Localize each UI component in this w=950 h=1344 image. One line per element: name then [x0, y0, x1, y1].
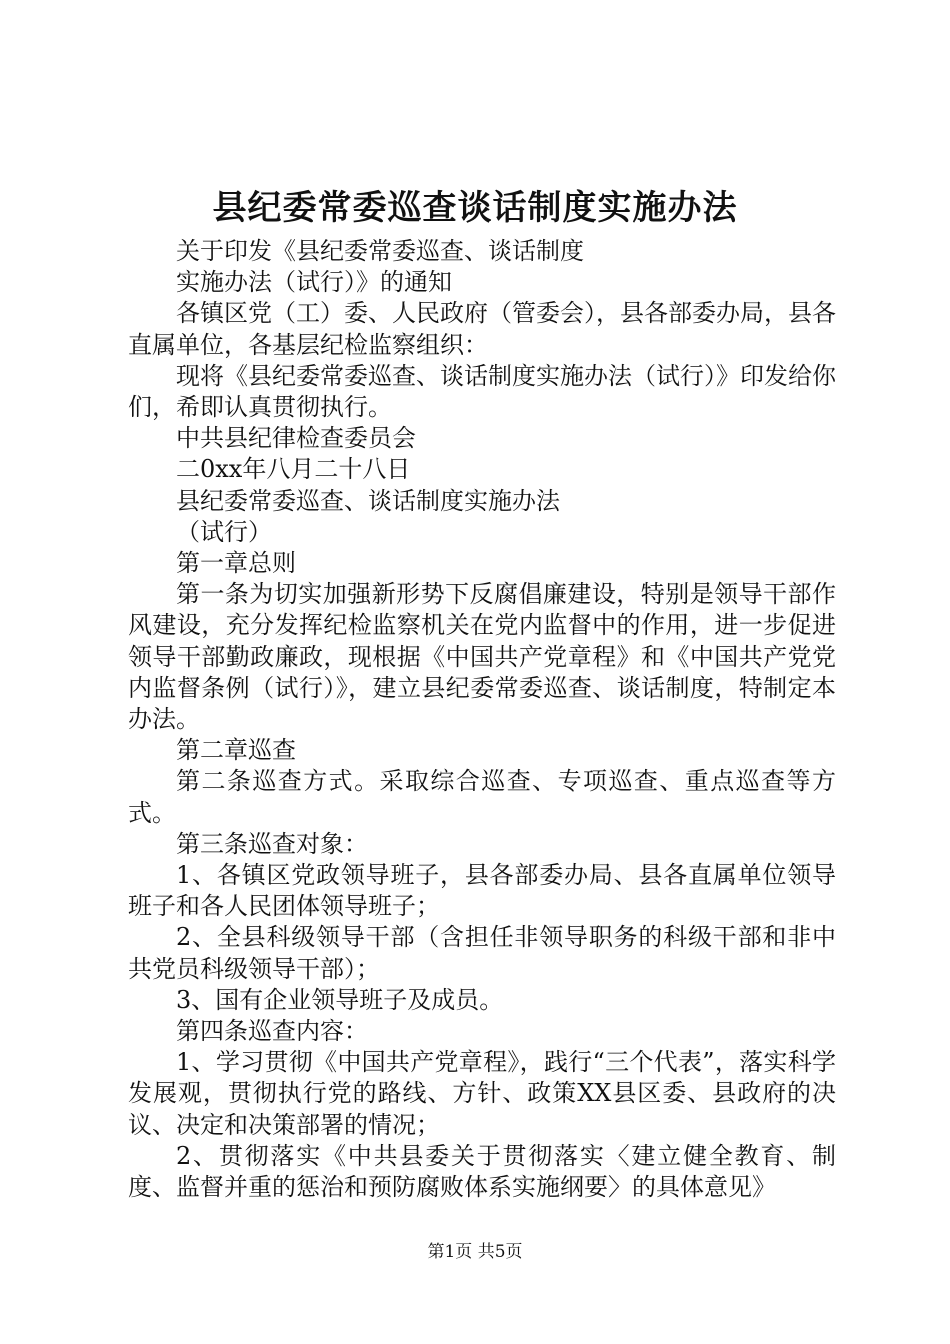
paragraph: 3、国有企业领导班子及成员。 [176, 985, 504, 1014]
paragraph: 第三条巡查对象： [176, 829, 368, 858]
paragraph: 1、学习贯彻《中国共产党章程》，践行“三个代表”，落实科学发展观，贯彻执行党的路线、方针、政策XX县区委、县政府的决议、决定和决策部署的情况； [128, 1048, 836, 1139]
paragraph: 1、各镇区党政领导班子，县各部委办局、县各直属单位领导班子和各人民团体领导班子； [128, 861, 836, 921]
paragraph: 第一章总则 [176, 549, 296, 578]
paragraph: （试行） [176, 517, 272, 546]
paragraph: 第二条巡查方式。采取综合巡查、专项巡查、重点巡查等方式。 [128, 767, 836, 827]
document-title: 县纪委常委巡查谈话制度实施办法 [212, 188, 738, 228]
paragraph: 关于印发《县纪委常委巡查、谈话制度 [176, 237, 584, 265]
paragraph: 现将《县纪委常委巡查、谈话制度实施办法（试行）》印发给你们，希即认真贯彻执行。 [128, 361, 836, 422]
paragraph: 2、贯彻落实《中共县委关于贯彻落实〈建立健全教育、制度、监督并重的惩治和预防腐败体系实施纲要〉的具体意见》 [128, 1141, 836, 1202]
document-body [128, 236, 836, 1203]
page-number: 第1页 共5页 [427, 1242, 523, 1262]
paragraph: 县纪委常委巡查、谈话制度实施办法 [176, 486, 560, 515]
paragraph: 中共县纪律检查委员会 [176, 424, 416, 453]
paragraph: 各镇区党（工）委、人民政府（管委会），县各部委办局，县各直属单位，各基层纪检监察组织： [128, 299, 836, 359]
paragraph: 2、全县科级领导干部（含担任非领导职务的科级干部和非中共党员科级领导干部）； [128, 923, 836, 983]
paragraph: 第一条为切实加强新形势下反腐倡廉建设，特别是领导干部作风建设，充分发挥纪检监察机关在党内监督中的作用，进一步促进领导干部勤政廉政，现根据《中国共产党章程》和《中国共产党党内监督条例（试行）》，建立县纪委常委巡查、谈话制度，特制定本办法。 [128, 580, 836, 734]
paragraph: 第四条巡查内容： [176, 1017, 368, 1046]
paragraph: 第二章巡查 [176, 736, 296, 765]
paragraph: 二0xx年八月二十八日 [176, 455, 411, 484]
paragraph: 实施办法（试行）》的通知 [176, 268, 452, 297]
